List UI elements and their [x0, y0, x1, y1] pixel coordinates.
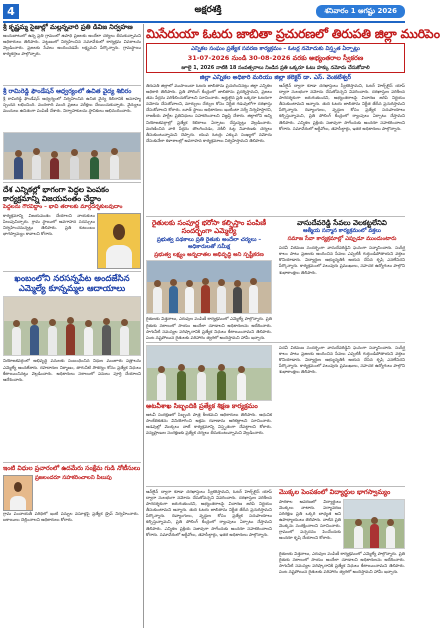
article-subheadline: పెద్దలను గౌరవిద్దాం – భావి తరాలకు మార్గదర్శకులవుదాం — [3, 204, 123, 211]
main-headline: మిసేరుయా ఓటరు జాబితా ప్రచురణలో తిరుపతి జిల్లా మురిపెం — [146, 26, 440, 41]
article-photo — [146, 260, 272, 314]
article-headline: మొక్కల పెంపకంలో విద్యార్థుల భాగస్వామ్యం — [279, 488, 391, 496]
article-body: పాఠశాల ఆవరణలో విద్యార్థులు మొక్కలు నాటారు. పర్యావరణ పరిరక్షణ ప్రతి ఒక్కరి బాధ్యత అని ఉపాధ్యాయులు తెలిపారు. నాటిన ప్రతి మొక్కను సంరక్షించాలని సూచించారు. గ్రామంలో పచ్చదనం పెంచేందుకు అందరూ కృషి చేయాలని కోరారు. — [279, 498, 341, 541]
article-photo — [3, 296, 141, 356]
paper-name: అక్షరశక్తి — [194, 5, 222, 15]
article-headline: శ్రీ రామిరెడ్డి ఫౌండేషన్ ఆధ్వర్యంలో ఉచిత వైద్య శిబిరం — [3, 87, 132, 95]
byline: జిల్లా ఎన్నికల అధికారి మరియు జిల్లా కలెక్టర్ డా. ఎస్. వెంకటేశ్వర్ — [199, 74, 352, 81]
column-divider — [143, 24, 144, 628]
article-photo — [343, 499, 405, 549]
article-body: కార్యక్రమాన్ని విజయవంతం చేయాలని నాయకులు పిలుపునిచ్చారు. గ్రామ స్థాయిలో అవగాహన సదస్సులు నిర్వహించనున్నట్లు తెలిపారు. ప్రతి కుటుంబం భాగస్వామ్యం కావాలని కోరారు. — [3, 213, 95, 237]
article-body: పదవీ విరమణ సందర్భంగా వాసుదేవరెడ్డిని ఘనంగా సన్మానించారు. సుదీర్ఘ కాలం పాటు ప్రజలకు అందించిన సేవలు ఎప్పటికీ గుర్తుండిపోతాయని వక్తలు కొనియాడారు. విద్యార్థుల అభ్యున్నతికి ఆయన చేసిన కృషి ఎనలేనిదని పేర్కొన్నారు. కార్యక్రమంలో పలువురు ప్రముఖులు, సహచర ఉద్యోగులు పాల్గొని శుభాకాంక్షలు తెలిపారు. — [279, 345, 405, 375]
article-body: గ్రామ పంచాయతీ పరిధిలో ఇంటి పన్నుల వసూళ్లపై ప్రత్యేక డ్రైవ్ నిర్వహించారు. బకాయిలు చెల్లించాలని అధికారులు కోరారు. — [3, 510, 139, 523]
page-number: 4 — [3, 4, 19, 19]
divider — [146, 342, 405, 343]
article-subheadline: ప్రజలందరూ సహకరించాలని పిలుపు — [35, 474, 112, 481]
article-body: నియోజకవర్గంలో అభివృద్ధి పనులకు సంబంధించిన నిధుల మంజూరు పత్రాలను ఎమ్మెల్యే అందజేశారు. రహదారుల నిర్మాణం, తాగునీటి సౌకర్యం కోసం ప్రత్యేక నిధులు కేటాయించినట్లు వెల్లడించారు. అధికారులు సకాలంలో పనులు పూర్తి చేయాలని ఆదేశించారు. — [3, 358, 141, 382]
article-photo — [146, 345, 272, 401]
article-subheadline: ప్రభుత్వ పథకాలు ప్రతి రైతుకు అందేలా చర్యలు – అధికారులతో సమీక్ష — [156, 236, 262, 250]
headline-box — [146, 43, 405, 73]
portrait-photo — [97, 213, 141, 269]
article-body: ఆన్‌లైన్ ద్వారా కూడా దరఖాస్తులు స్వీకరిస్తామని, ఓటర్ హెల్ప్‌లైన్ యాప్ ద్వారా సులభంగా నమోదు చేసుకోవచ్చని వివరించారు. దరఖాస్తుల పరిశీలన పారదర్శకంగా జరుగుతుందని, అభ్యంతరాలపై విచారణ జరిపి నిర్ణయం తీసుకుంటామని అన్నారు. తుది ఓటరు జాబితాను నిర్ణీత తేదీన ప్రచురిస్తామని పేర్కొన్నారు. దివ్యాంగులు, వృద్ధుల కోసం ప్రత్యేక సదుపాయాలు కల్పిస్తున్నామని, ప్రతి పోలింగ్ కేంద్రంలో ర్యాంపులు ఏర్పాటు చేస్తామని తెలిపారు. ఎన్నికల ప్రక్రియ సజావుగా సాగేందుకు అందరూ సహకరించాలని కోరారు. సమావేశంలో ఆర్డీవోలు, తహసీల్దార్లు, ఇతర అధికారులు పాల్గొన్నారు. — [146, 489, 272, 537]
box-line: జూలై 1, 2026 నాటికి 18 సంవత్సరాలు నిండిన ప్రతి ఒక్కరూ ఓటు హక్కు నమోదు చేసుకోవాలి — [181, 65, 370, 71]
article-photo — [3, 132, 141, 180]
main-story-area — [146, 24, 440, 628]
masthead — [3, 3, 405, 21]
box-line: ఎన్నికల సంఘం ప్రత్యేక సవరణ కార్యక్రమం – ఓటర్ల నమోదుకు విస్తృత ఏర్పాట్లు — [191, 46, 360, 52]
box-line: 31-07-2026 నుండి 30-08-2026 వరకు అభ్యంతరాల స్వీకరణ — [187, 54, 364, 62]
dateline: శనివారం 1 ఆగష్టు 2026 — [316, 5, 405, 18]
article-headline: ఖంబంలోని నరసన్నపేట అందజేసిన ఎమ్మెల్యే కూన్నమ్మల ఆదాయాలు — [14, 274, 130, 295]
article-body: శ్రీ రామిరెడ్డి ఫౌండేషన్ ఆధ్వర్యంలో నిర్వహించిన ఉచిత వైద్య శిబిరానికి అనూహ్య స్పందన లభించింది. వందలాది మంది ప్రజలు పరీక్షలు చేయించుకున్నారు. వైద్యులు మందులు ఉచితంగా పంపిణీ చేశారు. నిర్వాహకులను స్థానికులు అభినందించారు. — [3, 96, 141, 114]
article-body: తిరుపతి జిల్లాలో ముసాయిదా ఓటరు జాబితాను ప్రచురించినట్లు జిల్లా ఎన్నికల అధికారి తెలిపారు. ప్రతి పోలింగ్ కేంద్రంలో జాబితాను ప్రదర్శిస్తామని, ప్రజలు తమ పేర్లను పరిశీలించుకోవాలని సూచించారు. అర్హులైన ప్రతి ఒక్కరూ ఓటరుగా నమోదు చేసుకోవాలని, మార్పులు చేర్పుల కోసం నిర్ణీత గడువులోగా దరఖాస్తు చేసుకోవాలని కోరారు. బూత్ స్థాయి అధికారులు ఇంటింటా సర్వే నిర్వహిస్తారని, రాజకీయ పార్టీల ప్రతినిధులు సహకరించాలని విజ్ఞప్తి చేశారు. జిల్లాలోని అన్ని నియోజకవర్గాల్లో ప్రత్యేక శిబిరాలు ఏర్పాటు చేస్తున్నట్లు వెల్లడించారు. మరణించిన వారి పేర్లను తొలగించడం, నకిలీ ఓట్ల నివారణకు చర్యలు తీసుకుంటున్నామని చెప్పారు. యువ ఓటర్లు ఎక్కువ సంఖ్యలో నమోదు చేసుకునేలా కళాశాలల్లో అవగాహన కార్యక్రమాలు నిర్వహిస్తామని తెలిపారు. — [146, 83, 272, 143]
article-headline: వాసుదేవరెడ్డి సేవలు వెలకట్టలేనివి — [297, 219, 387, 227]
divider — [146, 486, 405, 487]
article-body: అటవీ సంరక్షణలో సిబ్బంది పాత్ర కీలకమని అధికారులు తెలిపారు. ఆధునిక సాంకేతికతను వినియోగించి అక్రమ రవాణాను అరికట్టాలని సూచించారు. అడవుల్లో మొక్కలు నాటే కార్యక్రమాన్ని విస్తృతంగా చేపట్టాలని కోరారు. వన్యప్రాణుల సంరక్షణకు ప్రత్యేక చర్యలు తీసుకుంటున్నామని వెల్లడించారు. — [146, 411, 272, 436]
divider — [3, 182, 141, 183]
article-body: రైతులకు విత్తనాలు, ఎరువుల పంపిణీ కార్యక్రమంలో ఎమ్మెల్యే పాల్గొన్నారు. ప్రతి రైతుకు సకాలంలో సాయం అందేలా చూడాలని అధికారులను ఆదేశించారు. సాగునీటి సమస్యల పరిష్కారానికి ప్రత్యేక నిధులు కేటాయించామని తెలిపారు. పంట నష్టపోయిన రైతులకు పరిహారం త్వరలో అందిస్తామని హామీ ఇచ్చారు. — [279, 550, 405, 575]
article-subheadline: ప్రభుత్వ లక్ష్యం అన్నదాతల అభివృద్ధి అని స్పష్టీకరణ — [154, 251, 264, 258]
divider — [3, 271, 141, 272]
article-body: రైతులకు విత్తనాలు, ఎరువుల పంపిణీ కార్యక్రమంలో ఎమ్మెల్యే పాల్గొన్నారు. ప్రతి రైతుకు సకాలంలో సాయం అందేలా చూడాలని అధికారులను ఆదేశించారు. సాగునీటి సమస్యల పరిష్కారానికి ప్రత్యేక నిధులు కేటాయించామని తెలిపారు. పంట నష్టపోయిన రైతులకు పరిహారం త్వరలో అందిస్తామని హామీ ఇచ్చారు. — [146, 316, 272, 340]
portrait-photo — [3, 475, 33, 511]
divider — [146, 216, 405, 217]
article-subheadline: సమాజ సేవా కార్యక్రమాల్లో ఎప్పుడూ ముందుంటారు — [287, 236, 397, 243]
article-headline: ఇంటి విధుల ప్రచారంలో ఉదమేరు సంక్షేమ గుడి నోటీసులు — [3, 465, 141, 473]
article-subheadline: ఆత్మీయ సన్మాన కార్యక్రమంలో వక్తలు — [303, 228, 381, 235]
article-body: ఆన్‌లైన్ ద్వారా కూడా దరఖాస్తులు స్వీకరిస్తామని, ఓటర్ హెల్ప్‌లైన్ యాప్ ద్వారా సులభంగా నమోదు చేసుకోవచ్చని వివరించారు. దరఖాస్తుల పరిశీలన పారదర్శకంగా జరుగుతుందని, అభ్యంతరాలపై విచారణ జరిపి నిర్ణయం తీసుకుంటామని అన్నారు. తుది ఓటరు జాబితాను నిర్ణీత తేదీన ప్రచురిస్తామని పేర్కొన్నారు. దివ్యాంగులు, వృద్ధుల కోసం ప్రత్యేక సదుపాయాలు కల్పిస్తున్నామని, ప్రతి పోలింగ్ కేంద్రంలో ర్యాంపులు ఏర్పాటు చేస్తామని తెలిపారు. ఎన్నికల ప్రక్రియ సజావుగా సాగేందుకు అందరూ సహకరించాలని కోరారు. సమావేశంలో ఆర్డీవోలు, తహసీల్దార్లు, ఇతర అధికారులు పాల్గొన్నారు. — [279, 83, 405, 131]
article-headline: దేశ ఎన్నికల్లో భాగంగా పెద్దల పెంపకం కార్యక్రమాన్ని విజయవంతం చేద్దాం — [3, 185, 109, 204]
article-headline: రైతులకు సంపూర్ణ భరోసా కల్పిస్తాం పంపిణీ సందర్భంగా ఎమ్మెల్యే — [152, 219, 266, 236]
article-body: పదవీ విరమణ సందర్భంగా వాసుదేవరెడ్డిని ఘనంగా సన్మానించారు. సుదీర్ఘ కాలం పాటు ప్రజలకు అందించిన సేవలు ఎప్పటికీ గుర్తుండిపోతాయని వక్తలు కొనియాడారు. విద్యార్థుల అభ్యున్నతికి ఆయన చేసిన కృషి ఎనలేనిదని పేర్కొన్నారు. కార్యక్రమంలో పలువురు ప్రముఖులు, సహచర ఉద్యోగులు పాల్గొని శుభాకాంక్షలు తెలిపారు. — [279, 245, 405, 275]
divider — [3, 462, 141, 463]
article-body: అందుబాటులో ఉన్న ప్రతి గ్రామంలో ఉపాధి ప్రజలకు అందేలా చర్యలు తీసుకున్నామని అధికారులు తెలిపారు. పట్టణంలో నిర్వహించిన సమావేశంలో కార్యక్రమ వివరాలను వెల్లడించారు. ప్రజలకు సేవలు అందించడమే లక్ష్యమని పేర్కొన్నారు. గ్రామస్థాయి కార్యకర్తలు పాల్గొన్నారు. — [3, 32, 141, 57]
left-column — [3, 24, 141, 628]
divider — [3, 85, 141, 86]
article-headline: అటవీశాఖ సిబ్బందికి ప్రత్యేక శిక్షణ కార్యక్రమం — [146, 402, 258, 410]
article-headline: శ్రీ కృష్ణమ్మ సైజుల్లో మల్లన్నవారి ప్రతి డివిజ నిర్వహణ — [3, 23, 133, 31]
